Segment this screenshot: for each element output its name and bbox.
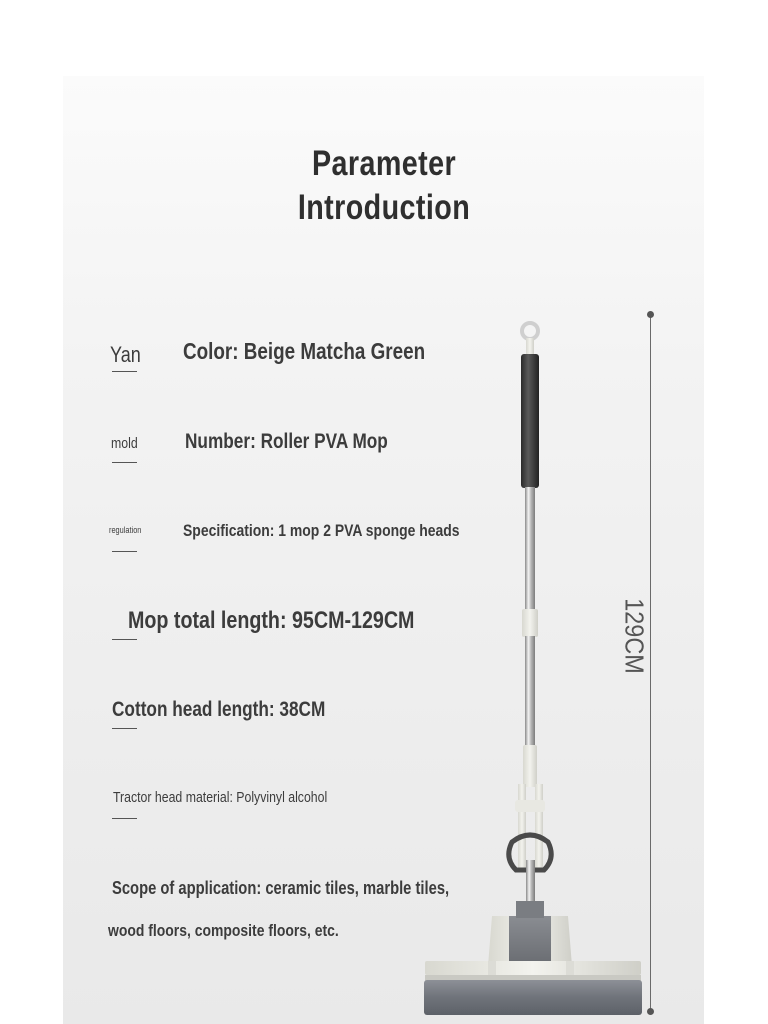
specification-spec: Specification: 1 mop 2 PVA sponge heads [183,521,460,540]
page-title-line2: Introduction [297,188,471,227]
number-spec: Number: Roller PVA Mop [185,430,388,453]
upper-pole [525,487,535,611]
regulation-label: regulation [109,525,142,535]
mop-grip [521,354,539,488]
head-length-spec: Cotton head length: 38CM [112,698,326,721]
yan-label: Yan [110,342,141,367]
color-spec: Color: Beige Matcha Green [183,338,426,364]
mold-label: mold [111,435,138,452]
lower-pole [525,636,535,748]
mop-head [424,901,642,1015]
material-spec: Tractor head material: Polyvinyl alcohol [113,789,328,806]
total-length-spec: Mop total length: 95CM-129CM [128,607,415,634]
hanging-hook [522,323,538,356]
scope-line1: Scope of application: ceramic tiles, marble tiles, [112,878,450,898]
scope-line2: wood floors, composite floors, etc. [108,921,339,940]
roller-frame [509,784,551,906]
pole-collar [522,609,538,637]
pva-sponge [424,980,642,1015]
page-title-line1: Parameter [311,144,457,183]
dimension-label: 129CM [619,598,650,674]
